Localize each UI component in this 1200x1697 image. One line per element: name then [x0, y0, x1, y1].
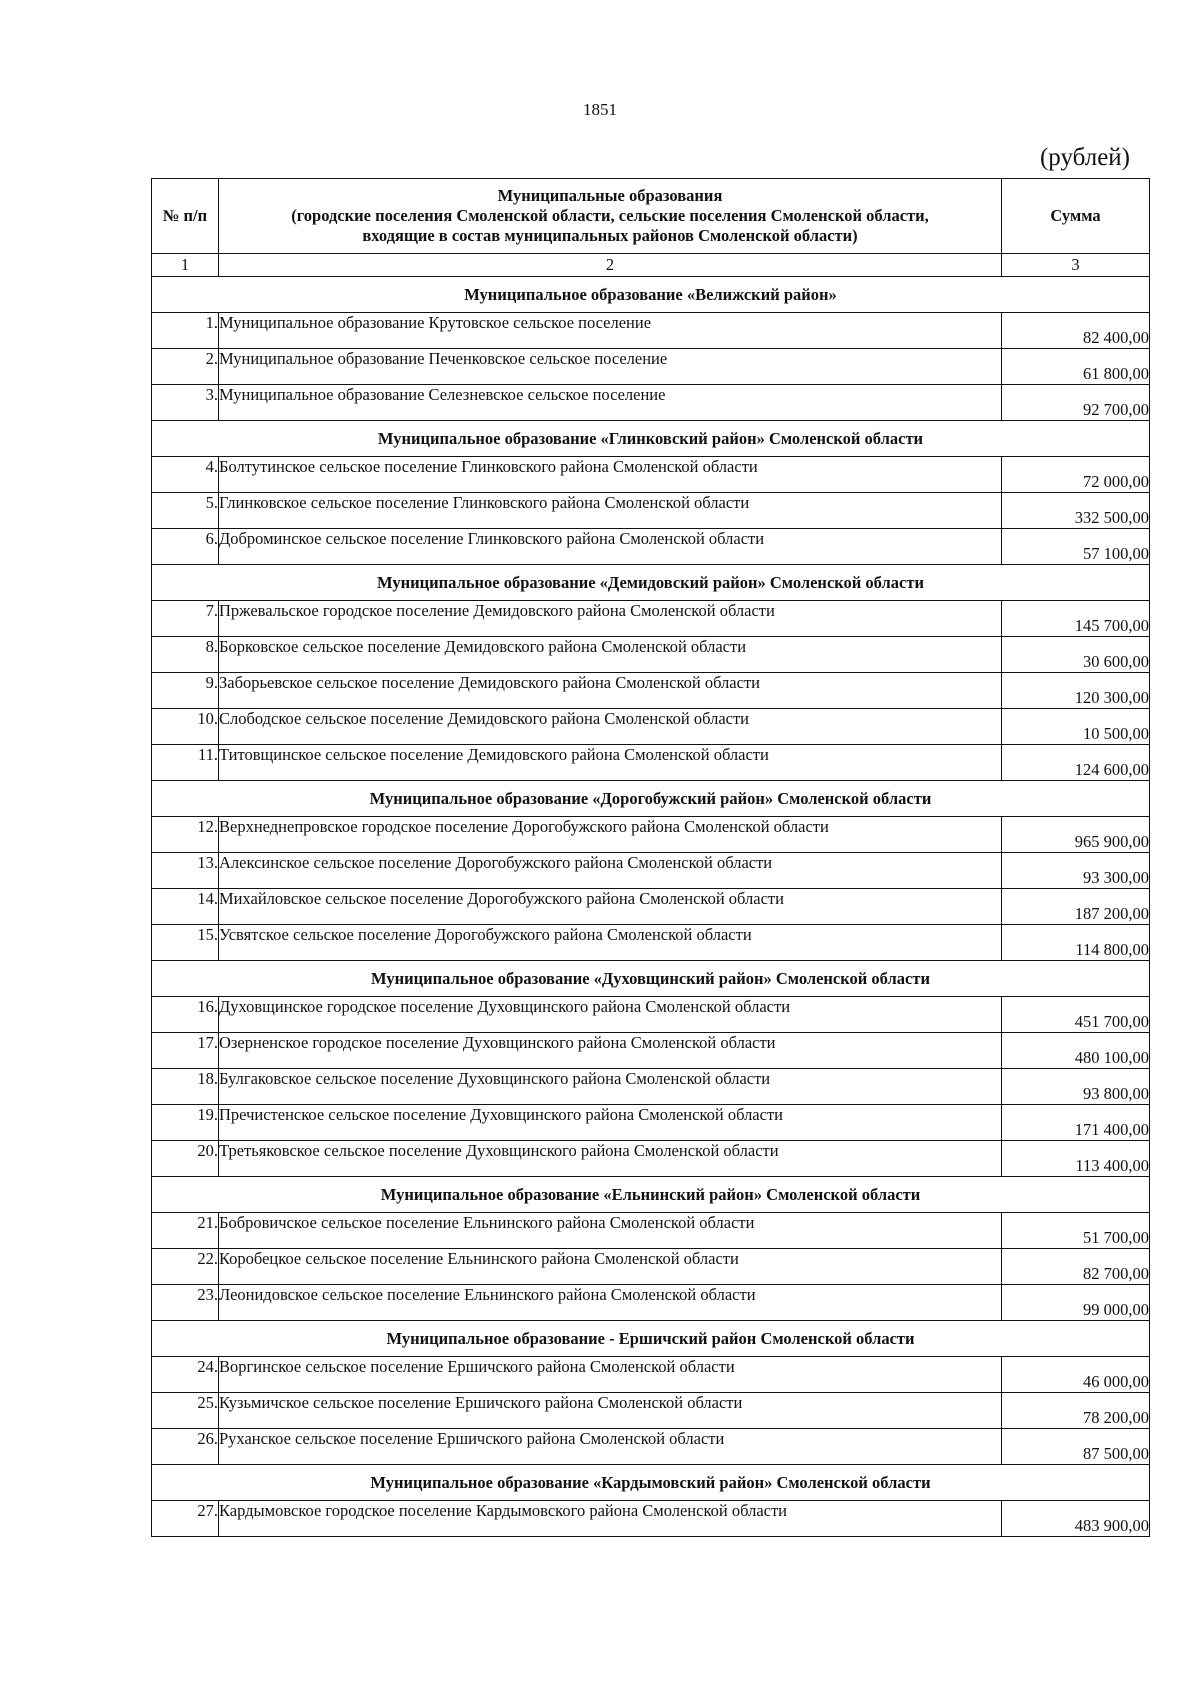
municipality-name: Заборьевское сельское поселение Демидовского района Смоленской области	[219, 673, 1002, 709]
municipality-name: Слободское сельское поселение Демидовского района Смоленской области	[219, 709, 1002, 745]
row-number: 9.	[152, 673, 219, 709]
row-sum: 187 200,00	[1002, 889, 1150, 925]
table-row	[152, 529, 1150, 565]
row-number: 8.	[152, 637, 219, 673]
row-number: 21.	[152, 1213, 219, 1249]
table-row	[152, 817, 1150, 853]
row-number: 5.	[152, 493, 219, 529]
row-sum: 78 200,00	[1002, 1393, 1150, 1429]
allocation-table	[151, 178, 1150, 1537]
row-number: 2.	[152, 349, 219, 385]
table-header-row	[152, 179, 1150, 254]
row-sum: 332 500,00	[1002, 493, 1150, 529]
table-body	[152, 277, 1150, 1537]
table-row	[152, 313, 1150, 349]
table-row	[152, 853, 1150, 889]
table-row	[152, 601, 1150, 637]
units-label: (рублей)	[1039, 144, 1130, 171]
header-municipalities-line2: (городские поселения Смоленской области, сельские поселения Смоленской области,	[291, 206, 929, 225]
row-sum: 61 800,00	[1002, 349, 1150, 385]
row-number: 14.	[152, 889, 219, 925]
table-row	[152, 637, 1150, 673]
table-row	[152, 1285, 1150, 1321]
row-number: 23.	[152, 1285, 219, 1321]
section-title: Муниципальное образование «Велижский район»	[152, 277, 1150, 313]
row-number: 26.	[152, 1429, 219, 1465]
table-row	[152, 709, 1150, 745]
section-title: Муниципальное образование «Кардымовский район» Смоленской области	[152, 1465, 1150, 1501]
section-header-row	[152, 961, 1150, 997]
section-header-row	[152, 781, 1150, 817]
municipality-name: Коробецкое сельское поселение Ельнинского района Смоленской области	[219, 1249, 1002, 1285]
row-number: 18.	[152, 1069, 219, 1105]
municipality-name: Озерненское городское поселение Духовщинского района Смоленской области	[219, 1033, 1002, 1069]
section-header-row	[152, 1177, 1150, 1213]
table-row	[152, 1501, 1150, 1537]
column-numbers-row	[152, 254, 1150, 277]
row-sum: 124 600,00	[1002, 745, 1150, 781]
municipality-name: Бобровичское сельское поселение Ельнинского района Смоленской области	[219, 1213, 1002, 1249]
row-sum: 113 400,00	[1002, 1141, 1150, 1177]
row-number: 20.	[152, 1141, 219, 1177]
municipality-name: Муниципальное образование Печенковское сельское поселение	[219, 349, 1002, 385]
municipality-name: Руханское сельское поселение Ершичского района Смоленской области	[219, 1429, 1002, 1465]
municipality-name: Пречистенское сельское поселение Духовщинского района Смоленской области	[219, 1105, 1002, 1141]
municipality-name: Пржевальское городское поселение Демидовского района Смоленской области	[219, 601, 1002, 637]
row-sum: 451 700,00	[1002, 997, 1150, 1033]
municipality-name: Муниципальное образование Селезневское сельское поселение	[219, 385, 1002, 421]
row-number: 4.	[152, 457, 219, 493]
section-header-row	[152, 1465, 1150, 1501]
row-sum: 99 000,00	[1002, 1285, 1150, 1321]
column-number-3: 3	[1002, 254, 1150, 277]
row-sum: 145 700,00	[1002, 601, 1150, 637]
table-row	[152, 889, 1150, 925]
row-number: 1.	[152, 313, 219, 349]
table-row	[152, 745, 1150, 781]
table-row	[152, 493, 1150, 529]
table-row	[152, 997, 1150, 1033]
row-sum: 82 400,00	[1002, 313, 1150, 349]
section-header-row	[152, 1321, 1150, 1357]
header-sum: Сумма	[1002, 179, 1150, 254]
row-number: 12.	[152, 817, 219, 853]
row-sum: 483 900,00	[1002, 1501, 1150, 1537]
municipality-name: Духовщинское городское поселение Духовщинского района Смоленской области	[219, 997, 1002, 1033]
row-number: 6.	[152, 529, 219, 565]
header-municipalities	[219, 179, 1002, 254]
municipality-name: Верхнеднепровское городское поселение Дорогобужского района Смоленской области	[219, 817, 1002, 853]
row-sum: 120 300,00	[1002, 673, 1150, 709]
section-header-row	[152, 421, 1150, 457]
row-sum: 171 400,00	[1002, 1105, 1150, 1141]
municipality-name: Булгаковское сельское поселение Духовщинского района Смоленской области	[219, 1069, 1002, 1105]
section-title: Муниципальное образование «Ельнинский район» Смоленской области	[152, 1177, 1150, 1213]
column-number-2: 2	[219, 254, 1002, 277]
table-row	[152, 1393, 1150, 1429]
municipality-name: Кузьмичское сельское поселение Ершичского района Смоленской области	[219, 1393, 1002, 1429]
table-row	[152, 1429, 1150, 1465]
row-number: 24.	[152, 1357, 219, 1393]
table-row	[152, 1357, 1150, 1393]
row-sum: 72 000,00	[1002, 457, 1150, 493]
table-row	[152, 1141, 1150, 1177]
table-row	[152, 1105, 1150, 1141]
row-number: 15.	[152, 925, 219, 961]
section-title: Муниципальное образование «Демидовский район» Смоленской области	[152, 565, 1150, 601]
section-header-row	[152, 277, 1150, 313]
table-row	[152, 1033, 1150, 1069]
page-number: 1851	[583, 100, 617, 119]
municipality-name: Титовщинское сельское поселение Демидовского района Смоленской области	[219, 745, 1002, 781]
row-sum: 30 600,00	[1002, 637, 1150, 673]
column-number-1: 1	[152, 254, 219, 277]
row-sum: 51 700,00	[1002, 1213, 1150, 1249]
municipality-name: Усвятское сельское поселение Дорогобужского района Смоленской области	[219, 925, 1002, 961]
row-sum: 965 900,00	[1002, 817, 1150, 853]
row-sum: 92 700,00	[1002, 385, 1150, 421]
row-number: 27.	[152, 1501, 219, 1537]
row-sum: 93 300,00	[1002, 853, 1150, 889]
table-row	[152, 925, 1150, 961]
row-sum: 82 700,00	[1002, 1249, 1150, 1285]
municipality-name: Доброминское сельское поселение Глинковского района Смоленской области	[219, 529, 1002, 565]
table-row	[152, 1069, 1150, 1105]
section-header-row	[152, 565, 1150, 601]
row-number: 16.	[152, 997, 219, 1033]
municipality-name: Михайловское сельское поселение Дорогобужского района Смоленской области	[219, 889, 1002, 925]
row-number: 25.	[152, 1393, 219, 1429]
row-sum: 480 100,00	[1002, 1033, 1150, 1069]
table-row	[152, 457, 1150, 493]
table-row	[152, 349, 1150, 385]
section-title: Муниципальное образование «Духовщинский район» Смоленской области	[152, 961, 1150, 997]
table-row	[152, 1213, 1150, 1249]
row-sum: 87 500,00	[1002, 1429, 1150, 1465]
row-sum: 93 800,00	[1002, 1069, 1150, 1105]
municipality-name: Третьяковское сельское поселение Духовщинского района Смоленской области	[219, 1141, 1002, 1177]
row-sum: 10 500,00	[1002, 709, 1150, 745]
section-title: Муниципальное образование «Глинковский район» Смоленской области	[152, 421, 1150, 457]
municipality-name: Алексинское сельское поселение Дорогобужского района Смоленской области	[219, 853, 1002, 889]
municipality-name: Борковское сельское поселение Демидовского района Смоленской области	[219, 637, 1002, 673]
row-number: 13.	[152, 853, 219, 889]
row-sum: 57 100,00	[1002, 529, 1150, 565]
header-number: № п/п	[152, 179, 219, 254]
header-municipalities-line1: Муниципальные образования	[497, 186, 723, 205]
row-number: 11.	[152, 745, 219, 781]
table-row	[152, 673, 1150, 709]
row-number: 22.	[152, 1249, 219, 1285]
municipality-name: Леонидовское сельское поселение Ельнинского района Смоленской области	[219, 1285, 1002, 1321]
row-sum: 46 000,00	[1002, 1357, 1150, 1393]
row-number: 17.	[152, 1033, 219, 1069]
section-title: Муниципальное образование «Дорогобужский район» Смоленской области	[152, 781, 1150, 817]
row-sum: 114 800,00	[1002, 925, 1150, 961]
row-number: 10.	[152, 709, 219, 745]
municipality-name: Глинковское сельское поселение Глинковского района Смоленской области	[219, 493, 1002, 529]
row-number: 19.	[152, 1105, 219, 1141]
row-number: 7.	[152, 601, 219, 637]
table-row	[152, 385, 1150, 421]
municipality-name: Воргинское сельское поселение Ершичского района Смоленской области	[219, 1357, 1002, 1393]
municipality-name: Кардымовское городское поселение Кардымовского района Смоленской области	[219, 1501, 1002, 1537]
table-row	[152, 1249, 1150, 1285]
row-number: 3.	[152, 385, 219, 421]
section-title: Муниципальное образование - Ершичский район Смоленской области	[152, 1321, 1150, 1357]
municipality-name: Муниципальное образование Крутовское сельское поселение	[219, 313, 1002, 349]
header-municipalities-line3: входящие в состав муниципальных районов Смоленской области)	[362, 226, 858, 245]
municipality-name: Болтутинское сельское поселение Глинковского района Смоленской области	[219, 457, 1002, 493]
